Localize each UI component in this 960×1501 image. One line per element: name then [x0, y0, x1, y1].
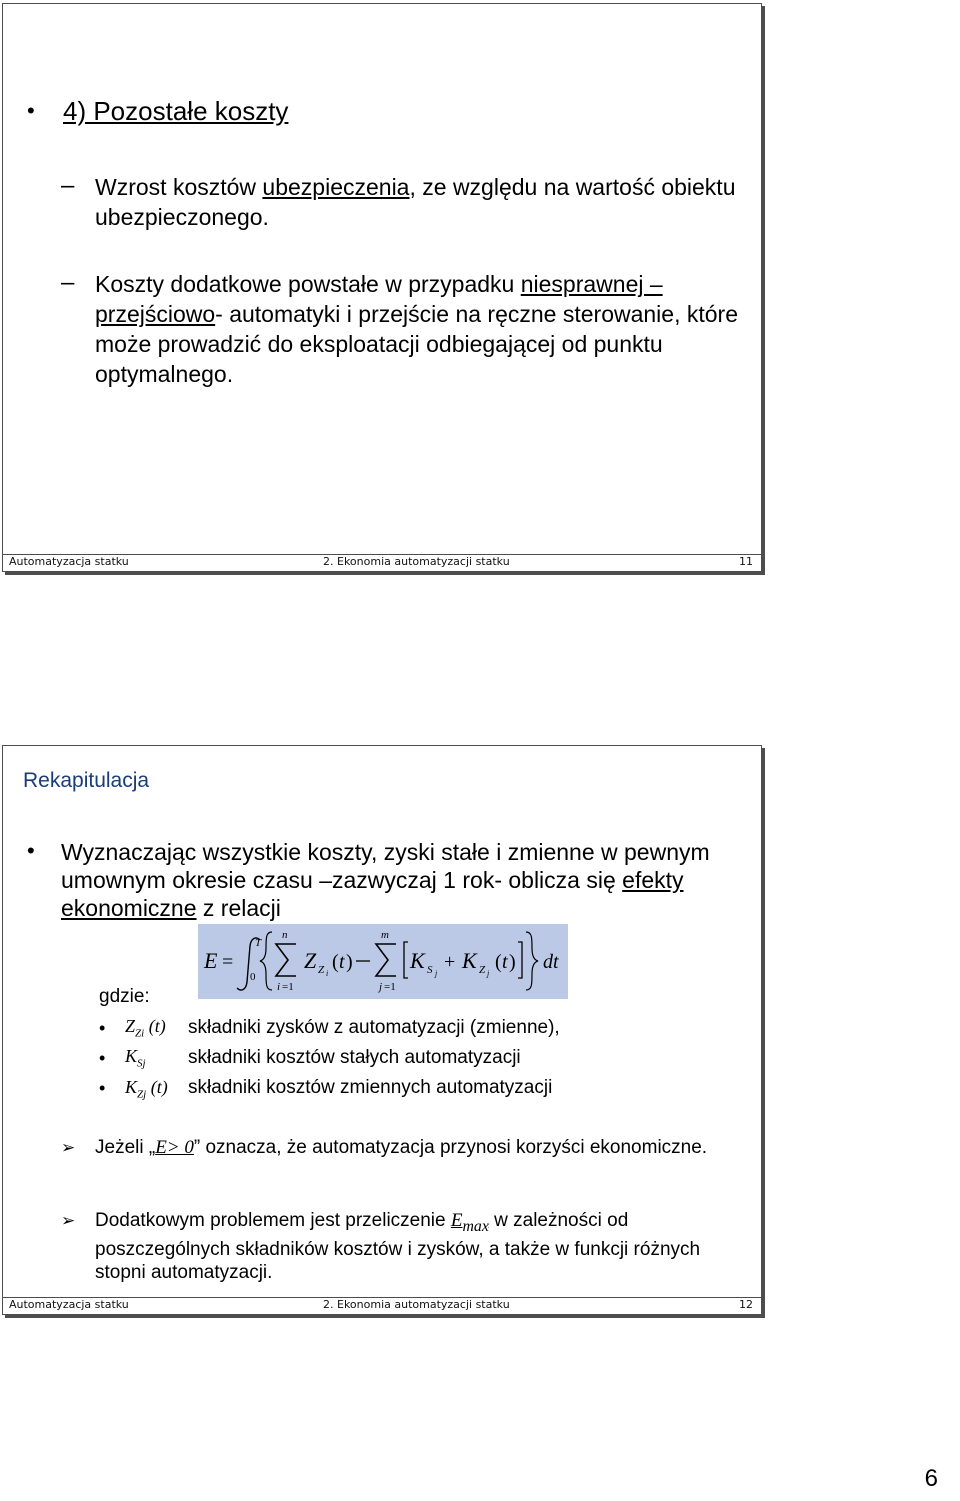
- slide-title: Rekapitulacja: [23, 769, 150, 792]
- legend-text: składniki kosztów stałych automatyzacji: [188, 1047, 521, 1068]
- slide-heading: 4) Pozostałe koszty: [63, 96, 289, 126]
- svg-text:=1: =1: [384, 981, 396, 993]
- formula: [198, 924, 568, 999]
- svg-text:i: i: [326, 969, 329, 978]
- svg-text:j: j: [487, 969, 490, 978]
- underlined-text: ubezpieczenia: [262, 174, 410, 200]
- slide-11: [2, 3, 762, 572]
- legend-text: składniki kosztów zmiennych automatyzacji: [188, 1077, 553, 1098]
- symbol-k-sj: $K_{Sj}$: [125, 1046, 146, 1070]
- bullet-icon: •: [27, 838, 35, 863]
- math-inline: $E_{max}$: [450, 1210, 489, 1235]
- bullet-icon: •: [99, 1078, 106, 1098]
- svg-text:Z: Z: [318, 964, 325, 976]
- svg-text:dt: dt: [543, 951, 559, 973]
- svg-text:0: 0: [250, 971, 256, 983]
- svg-text:T: T: [255, 937, 262, 949]
- math-inline: E> 0: [155, 1137, 194, 1158]
- svg-text:(: (: [495, 951, 502, 973]
- svg-text:Z: Z: [479, 964, 486, 976]
- svg-text:Z: Z: [304, 948, 317, 973]
- main-paragraph: Wyznaczając wszystkie koszty, zyski stałe i zmienne w pewnym umownym okresie czasu –zazwyczaj 1 rok- oblicza się efekty ekonomiczne z relacji: [61, 839, 710, 921]
- slide-footer: [3, 1297, 761, 1314]
- svg-text:S: S: [427, 964, 433, 976]
- list-item: Koszty dodatkowe powstałe w przypadku niesprawnej – przejściowo- automatyki i przejście na ręczne sterowanie, które może prowadzić do eksploatacji odbiegającej od punktu optymalnego.: [95, 271, 738, 387]
- footer-chapter: 2. Ekonomia automatyzacji statku: [323, 1298, 510, 1311]
- slide-12: [2, 745, 762, 1315]
- list-item: Wzrost kosztów ubezpieczenia, ze względu na wartość obiektu ubezpieczonego.: [95, 174, 736, 230]
- bullet-icon: •: [27, 98, 35, 123]
- svg-text:K: K: [462, 948, 477, 973]
- svg-text:m: m: [381, 929, 389, 941]
- bullet-icon: •: [99, 1018, 106, 1038]
- slide-footer: [3, 554, 761, 571]
- svg-text:j: j: [379, 981, 383, 993]
- arrow-bullet-icon: ➢: [61, 1211, 76, 1230]
- page-number: 6: [924, 1465, 938, 1492]
- footer-page: 11: [739, 555, 753, 568]
- note-paragraph: Dodatkowym problemem jest przeliczenie $E_{max}$ w zależności od poszczególnych składników kosztów i zysków, a także w funkcji różnych stopni automatyzacji.: [95, 1210, 701, 1283]
- svg-text:i: i: [277, 981, 281, 993]
- svg-text:): ): [509, 951, 516, 973]
- svg-text:=: =: [222, 951, 234, 973]
- footer-course: Automatyzacja statku: [9, 555, 129, 568]
- bullet-icon: •: [99, 1048, 106, 1068]
- formula-graphic: [198, 924, 568, 999]
- svg-text:n: n: [282, 929, 288, 941]
- svg-text:t: t: [339, 951, 345, 973]
- svg-text:t: t: [502, 951, 508, 973]
- arrow-bullet-icon: ➢: [61, 1138, 76, 1157]
- svg-text:E: E: [204, 948, 218, 973]
- svg-text:): ): [346, 951, 353, 973]
- legend-text: składniki zysków z automatyzacji (zmienne),: [188, 1017, 560, 1038]
- note-paragraph: Jeżeli „E> 0” oznacza, że automatyzacja przynosi korzyści ekonomiczne.: [95, 1137, 708, 1158]
- svg-text:(: (: [332, 951, 339, 973]
- svg-text:j: j: [435, 969, 438, 978]
- symbol-k-zj: $K_{Zj}$ (t): [125, 1077, 168, 1101]
- underlined-text: efekty ekonomiczne: [61, 867, 684, 921]
- footer-chapter: 2. Ekonomia automatyzacji statku: [323, 555, 510, 568]
- symbol-z-zi: $Z_{Zi}$ (t): [125, 1016, 166, 1040]
- footer-page: 12: [739, 1298, 753, 1311]
- dash-icon: –: [61, 172, 75, 199]
- svg-text:=1: =1: [282, 981, 294, 993]
- svg-text:K: K: [410, 948, 425, 973]
- svg-text:+: +: [444, 951, 456, 973]
- where-label: gdzie:: [99, 986, 150, 1007]
- dash-icon: –: [61, 269, 75, 296]
- underlined-text: niesprawnej – przejściowo: [95, 271, 663, 327]
- footer-course: Automatyzacja statku: [9, 1298, 129, 1311]
